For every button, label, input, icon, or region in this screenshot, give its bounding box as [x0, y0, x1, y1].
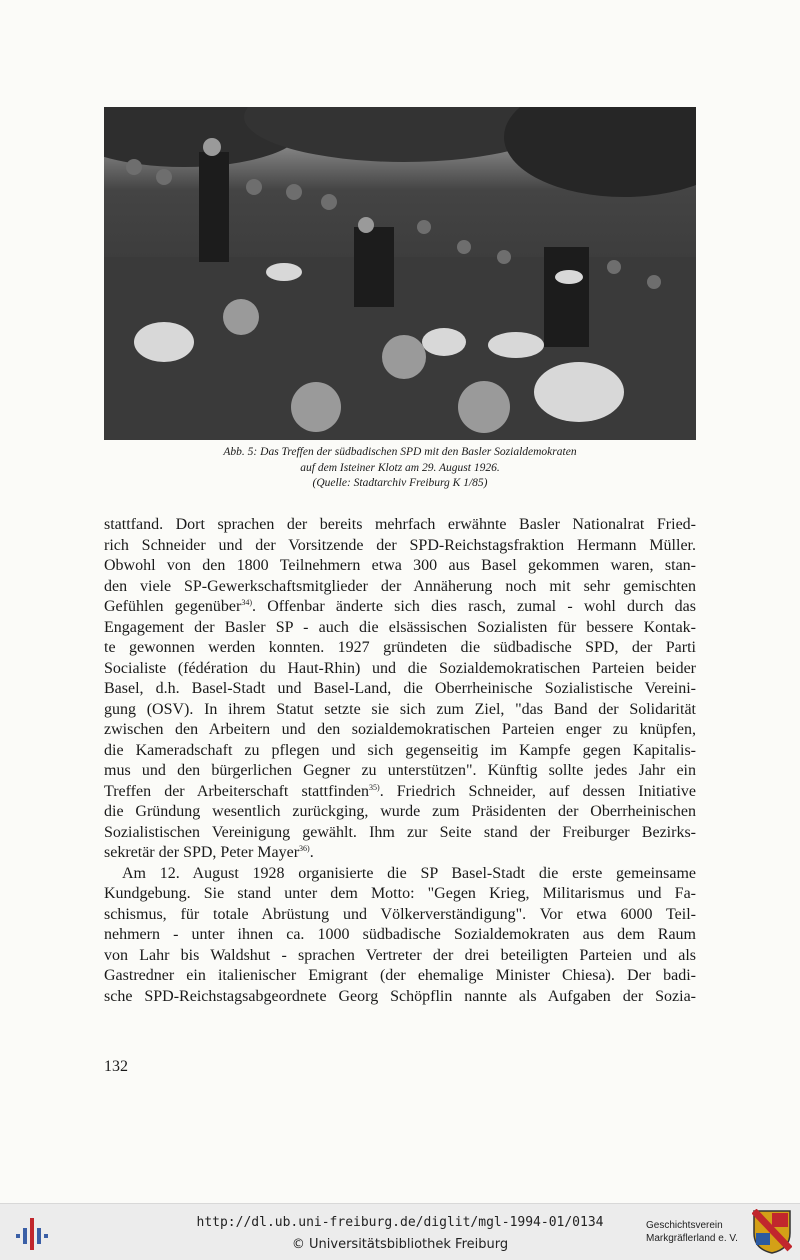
text-line [104, 782, 696, 803]
footnote-marker: 34) [241, 598, 253, 607]
text-segment: Gefühlen gegenüber [104, 598, 242, 615]
text-line: Gastredner ein italienischer Emigrant (der ehemalige Minister Chiesa). Der badi- [104, 967, 696, 984]
text-segment: Treffen der Arbeiterschaft stattfinden [104, 782, 370, 800]
text-segment: . Friedrich Schneider, auf dessen Initiative [379, 782, 697, 800]
page-number: 132 [104, 1058, 128, 1075]
society-name [646, 1219, 738, 1245]
text-line: stattfand. Dort sprachen der bereits mehrfach erwähnte Basler Nationalrat Fried- [104, 516, 696, 533]
copyright-notice: © Universitätsbibliothek Freiburg [291, 1237, 509, 1252]
text-line: te gewonnen werden konnten. 1927 gründeten die südbadische SPD, der Parti [104, 639, 696, 656]
coat-of-arms-icon [752, 1209, 792, 1255]
text-line [104, 597, 696, 618]
footnote-marker: 35) [369, 782, 380, 792]
body-text [104, 515, 696, 1007]
text-line: sche SPD-Reichstagsabgeordnete Georg Schöpflin nannte als Aufgaben der Sozia- [104, 987, 696, 1005]
text-segment: . Offenbar änderte sich dies rasch, zumal - wohl durch das [252, 598, 696, 615]
footnote-marker: 36) [299, 844, 310, 853]
caption-line: (Quelle: Stadtarchiv Freiburg K 1/85) [312, 477, 488, 489]
figure-caption [104, 445, 696, 492]
text-line: gung (OSV). In ihrem Statut setzte sie sich zum Ziel, "das Band der Solidarität [104, 700, 696, 718]
text-line: Engagement der Basler SP - auch die elsässischen Sozialisten für bessere Kontak- [104, 618, 696, 636]
text-line: zwischen den Arbeitern und den sozialdemokratischen Parteien enger zu knüpfen, [104, 721, 696, 738]
text-line: Obwohl von den 1800 Teilnehmern etwa 300 aus Basel gekommen waren, stan- [104, 557, 696, 574]
society-line: Geschichtsverein [646, 1220, 723, 1231]
text-line: Kundgebung. Sie stand unter dem Motto: "Gegen Krieg, Militarismus und Fa- [104, 885, 696, 902]
crowd-photograph-icon [104, 107, 696, 440]
text-line: Am 12. August 1928 organisierte die SP Basel-Stadt die erste gemeinsame [122, 864, 696, 882]
text-line: die Gründung wesentlich zurückging, wurde zum Präsidenten der Oberrheinischen [104, 803, 696, 820]
viewer-footer [0, 1203, 800, 1260]
text-segment: sekretär der SPD, Peter Mayer [104, 844, 300, 861]
text-line: nehmern - unter ihnen ca. 1000 südbadische Sozialdemokraten aus dem Raum [104, 926, 696, 943]
text-line: mus und den bürgerlichen Gegner zu unterstützen". Künftig sollte jedes Jahr ein [104, 762, 696, 779]
historical-photograph [104, 107, 696, 440]
text-line [104, 843, 696, 864]
text-line: von Lahr bis Waldshut - sprachen Vertreter der drei beteiligten Parteien und als [104, 946, 696, 964]
text-line: rich Schneider und der Vorsitzende der SPD-Reichstagsfraktion Hermann Müller. [104, 536, 696, 554]
text-line: die Kameradschaft zu pflegen und sich gegenseitig im Kampfe gegen Kapitalis- [104, 741, 696, 759]
text-line: den viele SP-Gewerkschaftsmitglieder der Annäherung noch mit sehr gemischten [104, 577, 696, 595]
text-line: Sozialistischen Vereinigung gewählt. Ihm zur Seite stand der Freiburger Bezirks- [104, 823, 696, 841]
caption-line: Abb. 5: Das Treffen der südbadischen SPD mit den Basler Sozialdemokraten [223, 446, 577, 458]
text-segment: . [309, 844, 314, 861]
text-line: Socialiste (fédération du Haut-Rhin) und die Sozialdemokratischen Parteien beider [104, 659, 696, 677]
text-line: Basel, d.h. Basel-Stadt und Basel-Land, die Oberrheinische Sozialistische Vereini- [104, 680, 696, 697]
text-line: schismus, für totale Abrüstung und Völkerverständigung". Vor etwa 6000 Teil- [104, 905, 696, 923]
society-line: Markgräflerland e. V. [646, 1233, 738, 1244]
document-url[interactable]: http://dl.ub.uni-freiburg.de/diglit/mgl-1994-01/0134 [196, 1215, 604, 1230]
caption-line: auf dem Isteiner Klotz am 29. August 1926. [300, 461, 500, 474]
